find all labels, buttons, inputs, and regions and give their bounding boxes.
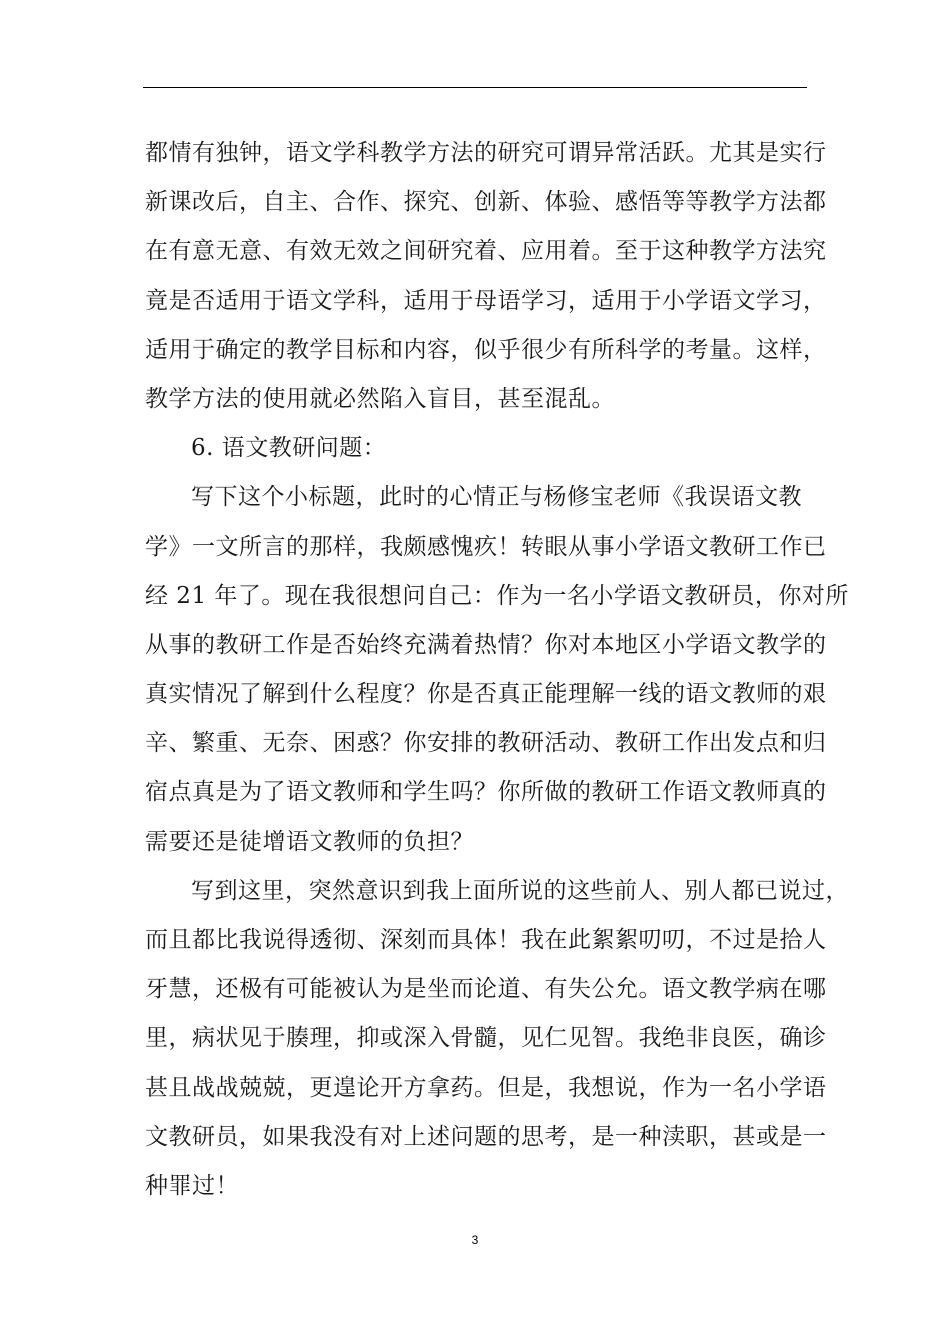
document-body <box>145 129 849 1211</box>
text-line: 从事的教研工作是否始终充满着热情？你对本地区小学语文教学的 <box>145 631 827 658</box>
text-line: 而且都比我说得透彻、深刻而具体！我在此絮絮叨叨，不过是拾人 <box>145 927 827 953</box>
section-heading: 6. 语文教研问题： <box>191 435 387 462</box>
header-rule <box>143 87 807 88</box>
text-line: 学》一文所言的那样，我颇感愧疚！转眼从事小学语文教研工作已 <box>145 533 827 560</box>
page-number: 3 <box>471 1233 479 1247</box>
text-line: 在有意无意、有效无效之间研究着、应用着。至于这种教学方法究 <box>145 238 827 265</box>
text-line: 都情有独钟，语文学科教学方法的研究可谓异常活跃。尤其是实行 <box>145 140 827 166</box>
text-line: 写到这里，突然意识到我上面所说的这些前人、别人都已说过， <box>191 877 849 904</box>
text-line: 适用于确定的教学目标和内容，似乎很少有所科学的考量。这样， <box>145 336 827 363</box>
text-line: 辛、繁重、无奈、困惑？你安排的教研活动、教研工作出发点和归 <box>145 730 827 757</box>
text-line: 宿点真是为了语文教师和学生吗？你所做的教研工作语文教师真的 <box>145 779 827 806</box>
text-line: 新课改后，自主、合作、探究、创新、体验、感悟等等教学方法都 <box>145 189 827 216</box>
text-line: 经 21 年了。现在我很想问自己：作为一名小学语文教研员，你对所 <box>145 582 849 609</box>
text-line: 教学方法的使用就必然陷入盲目，甚至混乱。 <box>145 385 615 412</box>
text-line: 真实情况了解到什么程度？你是否真正能理解一线的语文教师的艰 <box>145 681 827 708</box>
text-line: 写下这个小标题，此时的心情正与杨修宝老师《我误语文教 <box>191 484 802 511</box>
text-line: 里，病状见于腠理，抑或深入骨髓，见仁见智。我绝非良医，确诊 <box>145 1025 827 1052</box>
text-line: 牙慧，还极有可能被认为是坐而论道、有失公允。语文教学病在哪 <box>145 976 827 1003</box>
text-line: 需要还是徒增语文教师的负担？ <box>145 828 474 855</box>
text-line: 竟是否适用于语文学科，适用于母语学习，适用于小学语文学习， <box>145 287 827 314</box>
paragraph-research-reflection <box>145 473 849 867</box>
paragraph-conclusion <box>145 867 849 1211</box>
text-line: 种罪过！ <box>145 1172 239 1199</box>
text-line: 文教研员，如果我没有对上述问题的思考，是一种渎职，甚或是一 <box>145 1123 827 1150</box>
paragraph-teaching-methods <box>145 129 827 424</box>
text-line: 甚且战战兢兢，更遑论开方拿药。但是，我想说，作为一名小学语 <box>145 1074 827 1101</box>
